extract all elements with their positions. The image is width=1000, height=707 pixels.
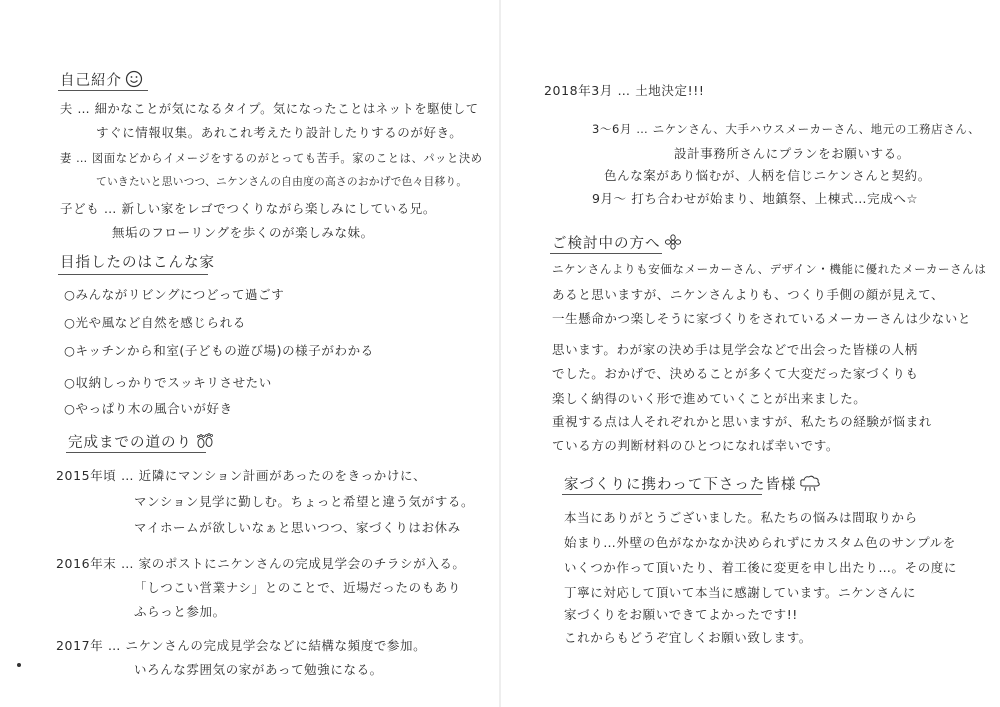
intro-line-2: すぐに情報収集。あれこれ考えたり設計したりするのが好き。 — [96, 125, 463, 140]
thanks-heading — [564, 474, 821, 496]
timeline-line-2: 3〜6月 … ニケンさん、大手ハウスメーカーさん、地元の工務店さん、 — [592, 122, 981, 136]
advice-line-7: 重視する点は人それぞれかと思いますが、私たちの経験が悩まれ — [552, 414, 932, 429]
goal-heading-text: 目指したのはこんな家 — [60, 255, 215, 271]
road-line-2: マンション見学に勤しむ。ちょっと希望と違う気がする。 — [134, 494, 475, 509]
timeline-line-5: 9月〜 打ち合わせが始まり、地鎮祭、上棟式…完成へ☆ — [592, 191, 919, 206]
timeline-line-1: 2018年3月 … 土地決定!!! — [544, 83, 705, 98]
thanks-heading-text: 家づくりに携わって下さった皆様 — [564, 476, 797, 493]
road-line-4: 2016年末 … 家のポストにニケンさんの完成見学会のチラシが入る。 — [56, 556, 466, 571]
advice-line-2: あると思いますが、ニケンさんよりも、つくり手側の顔が見えて、 — [552, 287, 945, 302]
intro-underline — [58, 90, 148, 91]
advice-line-4: 思います。わが家の決め手は見学会などで出会った皆様の人柄 — [552, 342, 918, 357]
road-line-8: いろんな雰囲気の家があって勉強になる。 — [134, 662, 383, 677]
intro-line-4: ていきたいと思いつつ、ニケンさんの自由度の高さのおかげで色々目移り。 — [96, 175, 468, 188]
intro-heading — [60, 70, 143, 92]
goal-item-2: ○光や風など自然を感じられる — [64, 315, 246, 330]
thanks-line-3: いくつか作って頂いたり、着工後に変更を申し出たり…。その度に — [564, 560, 958, 575]
advice-line-6: 楽しく納得のいく形で進めていくことが出来ました。 — [552, 391, 867, 406]
advice-line-5: でした。おかげで、決めることが多くて大変だった家づくりも — [552, 366, 919, 381]
intro-line-6: 無垢のフローリングを歩くのが楽しみな妹。 — [112, 225, 374, 240]
goal-item-1: ○みんながリビングにつどって過ごす — [64, 287, 285, 302]
goal-item-3: ○キッチンから和室(子どもの遊び場)の様子がわかる — [64, 343, 374, 358]
thanks-line-2: 始まり…外壁の色がなかなか決められずにカスタム色のサンプルを — [564, 535, 956, 550]
advice-heading — [552, 234, 682, 254]
intro-line-1: 夫 … 細かなことが気になるタイプ。気になったことはネットを駆使して — [60, 102, 479, 116]
thanks-line-1: 本当にありがとうございました。私たちの悩みは間取りから — [564, 510, 918, 525]
goal-item-5: ○やっぱり木の風合いが好き — [64, 401, 233, 416]
intro-line-5: 子ども … 新しい家をレゴでつくりながら楽しみにしている兄。 — [60, 201, 436, 216]
advice-line-3: 一生懸命かつ楽しそうに家づくりをされているメーカーさんは少ないと — [552, 311, 971, 326]
timeline-line-4: 色んな案があり悩むが、人柄を信じニケンさんと契約。 — [604, 168, 931, 183]
advice-line-8: ている方の判断材料のひとつになれば幸いです。 — [552, 438, 839, 453]
advice-heading-text: ご検討中の方へ — [552, 235, 661, 252]
road-heading-text: 完成までの道のり — [68, 434, 192, 451]
goal-heading — [60, 256, 215, 271]
goal-underline — [58, 274, 208, 275]
road-line-3: マイホームが欲しいなぁと思いつつ、家づくりはお休み — [134, 520, 461, 535]
advice-underline — [550, 253, 662, 254]
sparkle-cloud-icon — [799, 474, 821, 496]
road-line-5: 「しつこい営業ナシ」とのことで、近場だったのもあり — [134, 580, 462, 595]
advice-line-1: ニケンさんよりも安価なメーカーさん、デザイン・機能に優れたメーカーさんは — [552, 262, 987, 276]
road-line-7: 2017年 … ニケンさんの完成見学会などに結構な頻度で参加。 — [56, 638, 427, 653]
right-page — [500, 0, 1000, 707]
timeline-line-3: 設計事務所さんにプランをお願いする。 — [674, 146, 910, 161]
intro-heading-text: 自己紹介 — [60, 72, 122, 89]
goal-item-4: ○収納しっかりでスッキリさせたい — [64, 375, 272, 390]
ink-speck — [17, 663, 21, 667]
intro-line-3: 妻 … 図面などからイメージをするのがとっても苦手。家のことは、パッと決め — [60, 152, 483, 165]
thanks-line-5: 家づくりをお願いできてよかったです!! — [564, 607, 798, 622]
road-line-6: ふらっと参加。 — [134, 604, 226, 619]
footprints-icon — [195, 432, 215, 454]
road-heading — [68, 432, 215, 454]
road-line-1: 2015年頃 … 近隣にマンション計画があったのをきっかけに、 — [56, 468, 427, 483]
smiley-icon — [125, 70, 143, 92]
flower-icon — [664, 234, 682, 254]
road-underline — [66, 452, 206, 453]
thanks-line-6: これからもどうぞ宜しくお願い致します。 — [564, 630, 812, 645]
thanks-line-4: 丁寧に対応して頂いて本当に感謝しています。ニケンさんに — [564, 585, 917, 600]
thanks-underline — [562, 494, 762, 495]
